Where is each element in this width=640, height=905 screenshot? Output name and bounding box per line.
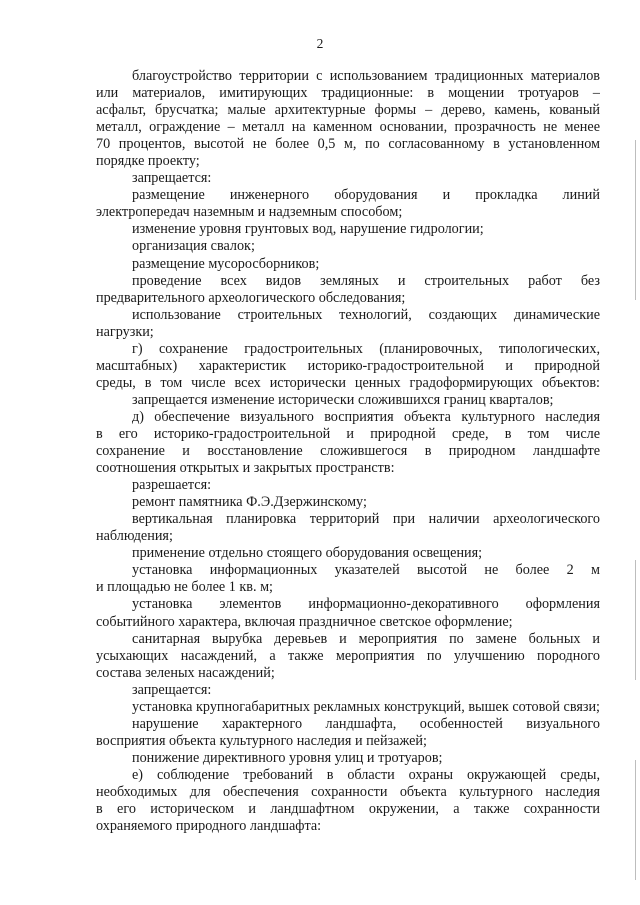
text-line: установка информационных указателей высотой не более 2 м	[132, 562, 600, 579]
scan-edge-mark	[635, 560, 636, 680]
text-line: установка крупногабаритных рекламных конструкций, вышек сотовой связи;	[132, 698, 600, 715]
text-line: понижение директивного уровня улиц и тротуаров;	[132, 749, 443, 766]
text-line: запрещается изменение исторически сложившихся границ кварталов;	[132, 391, 554, 408]
text-line: состава зеленых насаждений;	[96, 664, 275, 681]
text-line: электропередач наземным и надземным способом;	[96, 204, 403, 221]
text-line: ремонт памятника Ф.Э.Дзержинскому;	[132, 494, 367, 511]
text-line: г) сохранение градостроительных (планировочных, типологических,	[132, 340, 600, 357]
text-line: проведение всех видов земляных и строительных работ без	[132, 272, 600, 289]
text-line: и площадью не более 1 кв. м;	[96, 579, 273, 596]
text-line: применение отдельно стоящего оборудования освещения;	[132, 545, 483, 562]
text-line: предварительного археологического обследования;	[96, 289, 406, 306]
text-line: или материалов, имитирующих традиционные: в мощении тротуаров –	[96, 85, 600, 102]
text-line: организация свалок;	[132, 238, 255, 255]
text-line: сохранение и восстановление сложившегося в природном ландшафте	[96, 443, 600, 460]
page-number: 2	[316, 36, 324, 51]
text-line: благоустройство территории с использованием традиционных материалов	[132, 68, 600, 84]
scan-edge-mark	[635, 140, 636, 300]
document-body	[96, 68, 600, 835]
text-line: д) обеспечение визуального восприятия объекта культурного наследия	[132, 408, 600, 425]
text-line: среды, в том числе всех исторически ценных градоформирующих объектов:	[96, 374, 600, 391]
text-line: в его историко-градостроительной и природной среде, в том числе	[96, 425, 600, 442]
text-line: нарушение характерного ландшафта, особенностей визуального	[132, 715, 600, 732]
text-line: размещение мусоросборников;	[132, 255, 320, 272]
text-line: усыхающих насаждений, а также мероприятия по улучшению породного	[96, 647, 600, 664]
text-line: событийного характера, включая праздничное светское оформление;	[96, 613, 513, 630]
text-line: нагрузки;	[96, 323, 154, 340]
text-line: санитарная вырубка деревьев и мероприятия по замене больных и	[132, 630, 600, 647]
text-line: 70 процентов, высотой не более 0,5 м, по согласованному в установленном	[96, 136, 600, 153]
text-line: масштабных) характеристик историко-градостроительной и природной	[96, 357, 600, 374]
text-line: изменение уровня грунтовых вод, нарушение гидрологии;	[132, 221, 484, 238]
text-line: соотношения открытых и закрытых пространств:	[96, 460, 395, 477]
text-line: размещение инженерного оборудования и прокладка линий	[132, 187, 600, 204]
text-line: вертикальная планировка территорий при наличии археологического	[132, 511, 600, 528]
text-line: в его историческом и ландшафтном окружении, а также сохранности	[96, 801, 600, 818]
scan-edge-mark	[635, 760, 636, 880]
text-line: запрещается:	[132, 681, 212, 698]
text-line: необходимых для обеспечения сохранности объекта культурного наследия	[96, 783, 600, 800]
text-line: охраняемого природного ландшафта:	[96, 818, 322, 835]
text-line: порядке проекту;	[96, 153, 200, 170]
text-line: использование строительных технологий, создающих динамические	[132, 306, 600, 323]
text-line: асфальт, брусчатка; малые архитектурные формы – дерево, камень, кованый	[96, 102, 600, 119]
text-line: запрещается:	[132, 170, 212, 187]
text-line: металл, ограждение – металл на каменном основании, прозрачность не менее	[96, 119, 600, 136]
text-line: наблюдения;	[96, 528, 173, 545]
text-line: разрешается:	[132, 477, 212, 494]
text-line: восприятия объекта культурного наследия и пейзажей;	[96, 732, 427, 749]
text-line: установка элементов информационно-декоративного оформления	[132, 596, 600, 613]
text-line: е) соблюдение требований в области охраны окружающей среды,	[132, 766, 600, 783]
